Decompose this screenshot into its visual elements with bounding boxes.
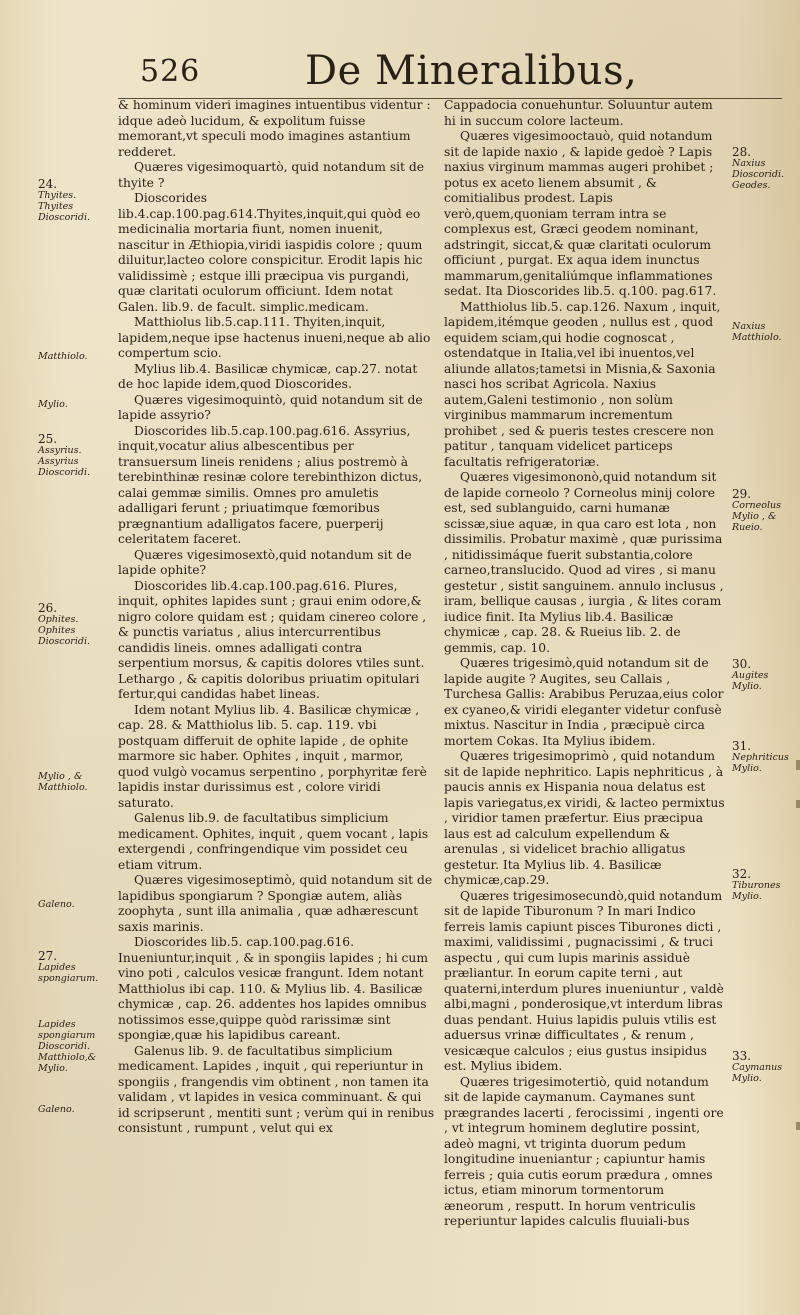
margin-note: Mylio. bbox=[38, 399, 68, 410]
paragraph: Quæres trigesimoprimò , quid notandum sit de lapide nephritico. Lapis nephriticus , à paucis annis ex Hispania noua delatus est lapis variegatus,ex viridi, & lacteo permixtus , viridior tamen præfertur. Eius præcipua laus est ad calculum expellendum & arenulas , si videlicet brachio alligatus gestetur. Ita Mylius lib. 4. Basilicæ chymicæ,cap.29. bbox=[444, 749, 725, 887]
paragraph: Dioscorides lib.5. cap.100.pag.616. Inueniuntur,inquit , & in spongiis lapides ; hi cum vino poti , calculos vesicæ frangunt. Idem notant Matthiolus ibi cap. 110. & Mylius lib. 4. Basilicæ chymicæ , cap. 26. addentes hos lapides omnibus notissimos esse,quippe quòd rarissimæ sint spongiæ,quæ his lapidibus careant. bbox=[118, 935, 429, 1042]
paragraph: Idem notant Mylius lib. 4. Basilicæ chymicæ , cap. 28. & Matthiolus lib. 5. cap. 119. vbi postquam differuit de ophite lapide , de ophite marmore sic haber. Ophites , inquit , marmor, quod vulgò vocamus serpentino , porphyritæ ferè lapidis instar durissimus est , colore viridi saturato. bbox=[118, 702, 427, 810]
margin-note: 28. Naxius Dioscoridi. Geodes. bbox=[732, 145, 785, 191]
paragraph: Quæres vigesimoquintò, quid notandum sit de lapide assyrio? bbox=[118, 392, 423, 422]
paragraph: Mylius lib.4. Basilicæ chymicæ, cap.27. notat de hoc lapide idem,quod Dioscorides. bbox=[118, 361, 418, 391]
margin-note: 30. Augites Mylio. bbox=[732, 657, 769, 692]
paragraph: Quæres trigesimotertiò, quid notandum sit de lapide caymanum. Caymanes sunt prægrandes lacerti , ferocissimi , ingenti ore , vt integrum hominem deglutire possint, adeò magni, vt triginta duorum pedum longitudine inueniantur ; capiuntur hamis ferreis ; quia cutis eorum prædura , omnes ictus, etiam minorum tormentorum æneorum , resputt. In horum ventriculis reperiuntur lapides calculis fluuiali-bus bbox=[444, 1074, 724, 1228]
paragraph: Quæres vigesimononò,quid notandum sit de lapide corneolo ? Corneolus minij colore est, sed sublanguido, carni humanæ scissæ,siue aquæ, in qua caro est lota , non dissimilis. Probatur maximè , quæ purissima , nitidissimáque fuerit substantia,colore carneo,translucido. Quod ad vires , si manu gestetur , sistit sanguinem. annulo inclusus , iram, bellique causas , iurgia , & lites coram iudice finit. Ita Mylius lib.4. Basilicæ chymicæ , cap. 28. & Rueius lib. 2. de gemmis, cap. 10. bbox=[444, 470, 724, 655]
margin-note: 31. Nephriticus Mylio. bbox=[732, 739, 789, 774]
paragraph: Quæres vigesimosextò,quid notandum sit de lapide ophite? bbox=[118, 547, 412, 577]
edge-mark bbox=[796, 800, 800, 808]
right-column bbox=[444, 98, 726, 1230]
margin-note: 29. Corneolus Mylio , & Rueio. bbox=[732, 487, 782, 533]
paragraph: Galenus lib.9. de facultatibus simplicium medicament. Ophites, inquit , quem vocant , lapis extergendi , confringendique vim possidet ceu etiam vitrum. bbox=[118, 811, 429, 872]
margin-note: 26. Ophites. Ophites Dioscoridi. bbox=[38, 601, 91, 647]
margin-note: 32. Tiburones Mylio. bbox=[732, 867, 781, 902]
margin-note: 25. Assyrius. Assyrius Dioscoridi. bbox=[38, 432, 91, 478]
paragraph: & hominum videri imagines intuentibus videntur : idque adeò lucidum, & expolitum fuisse memorant,vt speculi modo imagines astantium redderet. bbox=[118, 98, 431, 159]
paragraph: Cappadocia conuehuntur. Soluuntur autem hi in succum colore lacteum. bbox=[444, 98, 713, 128]
paragraph: Dioscorides lib.4.cap.100.pag.616. Plures, inquit, ophites lapides sunt ; graui enim odore,& nigro colore quidam est ; quidam cinereo colore , & punctis variatus , alius intercurrentibus candidis lineis. omnes adalligati contra serpentium morsus, & capitis dolores vtiles sunt. Lethargo , & capitis doloribus priuatim opitulari fertur,qui candidas habet lineas. bbox=[118, 578, 427, 701]
paragraph: Dioscorides lib.5.cap.100.pag.616. Assyrius, inquit,vocatur alius albescentibus per transuersum lineis renidens ; alius postremò à terebinthinæ resinæ colore terebinthizon dictus, calai gemmæ similis. Omnes pro amuletis adalligari ferunt ; priuatimque fœmoribus prægnantium adalligatos facere, puerperij celeritatem faceret. bbox=[118, 423, 423, 546]
edge-mark bbox=[796, 760, 800, 770]
paragraph: Quæres vigesimoseptimò, quid notandum sit de lapidibus spongiarum ? Spongiæ autem, aliàs zoophyta , sunt illa animalia , quæ adhærescunt saxis marinis. bbox=[118, 873, 433, 934]
edge-mark bbox=[796, 1122, 800, 1130]
paragraph: Matthiolus lib.5.cap.111. Thyiten,inquit, lapidem,neque ipse hactenus inueni,neque ab alio compertum scio. bbox=[118, 315, 431, 360]
paragraph: Dioscorides lib.4.cap.100.pag.614.Thyites,inquit,qui quòd eo medicinalia mortaria fiunt, nomen inuenit, nascitur in Æthiopia,viridi iaspidis colore ; quum diluitur,lacteo colore conspicitur. Erodit lapis hic validissimè ; estque illi præcipua vis purgandi, quæ claritati oculorum officiunt. Idem notat Galen. lib.9. de facult. simplic.medicam. bbox=[118, 191, 423, 314]
margin-note: Matthiolo. bbox=[38, 351, 88, 362]
margin-note: Naxius Matthiolo. bbox=[732, 321, 782, 343]
running-title: De Mineralibus, bbox=[305, 48, 638, 94]
margin-note: 24. Thyites. Thyites Dioscoridi. bbox=[38, 177, 91, 223]
margin-note: 33. Caymanus Mylio. bbox=[732, 1049, 783, 1084]
paragraph: Quæres trigesimosecundò,quid notandum sit de lapide Tiburonum ? In mari Indico ferreis lamis capiunt pisces Tiburones dicti , maximi, validissimi , pugnacissimi , & truci aspectu , qui cum lupis marinis assiduè præliantur. In eorum capite terni , aut quaterni,interdum plures inueniuntur , valdè albi,magni , ponderosique,vt interdum libras duas pendant. Huius lapidis puluis vtilis est aduersus vrinæ difficultates , & renum , vesicæque calculos ; eius gustus insipidus est. Mylius ibidem. bbox=[444, 888, 724, 1073]
margin-note: Mylio , & Matthiolo. bbox=[38, 771, 88, 793]
paragraph: Matthiolus lib.5. cap.126. Naxum , inquit, lapidem,itémque geoden , nullus est , quod equidem sciam,qui hodie cognoscat , ostendatque in Italia,vel ibi inuentos,vel aliunde allatos;tametsi in Misnia,& Saxonia nasci hos scribat Agricola. Naxius autem,Galeni testimonio , non solùm virginibus mammarum incrementum prohibet , sed & pueris testes crescere non patitur , tanquam videlicet particeps facultatis refrigeratoriæ. bbox=[444, 299, 721, 469]
paragraph: Quæres vigesimoquartò, quid notandum sit de thyite ? bbox=[118, 160, 425, 190]
margin-note: 27. Lapides spongiarum. bbox=[38, 949, 99, 984]
paragraph: Quæres trigesimò,quid notandum sit de lapide augite ? Augites, seu Callais , Turchesa Gallis: Arabibus Peruzaa,eius color ex cyaneo,& viridi eleganter videtur confusè mixtus. Nascitur in India , præcipuè circa mortem Cokas. Ita Mylius ibidem. bbox=[444, 656, 724, 748]
margin-note: Galeno. bbox=[38, 1104, 75, 1115]
margin-note: Galeno. bbox=[38, 899, 75, 910]
margin-note: Lapides spongiarum Dioscoridi. Matthiolo,& Mylio. bbox=[38, 1019, 97, 1074]
page-number: 526 bbox=[140, 54, 201, 89]
paragraph: Quæres vigesimooctauò, quid notandum sit de lapide naxio , & lapide gedoè ? Lapis naxius virginum mammas augeri prohibet ; potus ex aceto lienem absumit , & comitialibus prodest. Lapis verò,quem,quoniam terram intra se complexus est, Græci geodem nominant, adstringit, siccat,& quæ claritati oculorum officiunt , purgat. Ex aqua idem inunctus mammarum,genitaliúmque inflammationes sedat. Ita Dioscorides lib.5. q.100. pag.617. bbox=[444, 129, 717, 298]
page-header bbox=[0, 48, 800, 98]
left-column bbox=[118, 98, 436, 1137]
paragraph: Galenus lib. 9. de facultatibus simplicium medicament. Lapides , inquit , qui reperiuntur in spongiis , frangendis vim obtinent , non tamen ita validam , vt lapides in vesica comminuant. & qui id scripserunt , mentiti sunt ; verùm qui in renibus consistunt , rumpunt , velut qui ex bbox=[118, 1043, 435, 1135]
